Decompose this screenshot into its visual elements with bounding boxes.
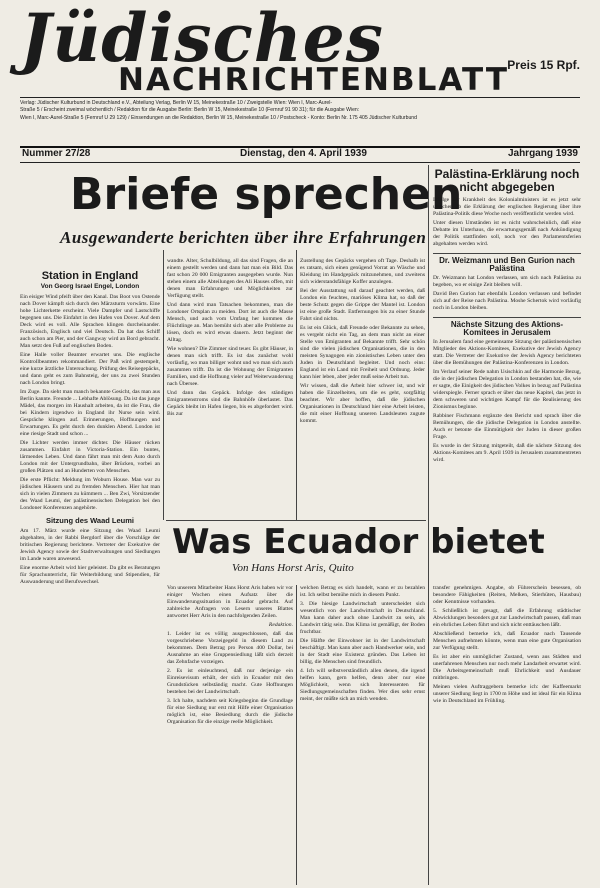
issue-number: Nummer 27/28	[22, 148, 91, 159]
news-heading: Palästina-Erklärung noch nicht abgegeben	[434, 168, 580, 194]
news-heading: Dr. Weizmann und Ben Gurion nach Palästina	[439, 256, 575, 273]
news-body: Infolge der Krankheit des Kolonialministers ist es jetzt sehr unsicher, ob die Erklärung der englischen Regierung über ihre Palästina-Politik diese Woche noch veröffentlicht werden wird. Unter diesen Umständen ist es nicht wahrscheinlich, daß eine Debatte im Unterhaus, die erwartungsgemäß nach Ankündigung der Politik stattfinden soll, noch vor den Parlamentsferien abgehalten werden wird.	[433, 197, 581, 247]
publisher-line: Verlag: Jüdischer Kulturbund in Deutschland e.V., Abteilung Verlag, Berlin W 15, Meinekestraße 10 / Zweigstelle Wien: Wien I, Marc-Aurel-	[20, 100, 333, 106]
column-rule	[163, 250, 164, 520]
main-subheadline: Ausgewanderte berichten über ihre Erfahrungen	[60, 228, 427, 247]
sidebar-news	[433, 168, 581, 506]
column-rule	[296, 585, 297, 885]
ecuador-body: welchen Betrag es sich handelt, wann er zu bezahlen ist. Ich selbst bemühe mich in diesem Punkt. 3. Die hiesige Landwirtschaft unterscheidet sich wesentlich von der Landwirtschaft in Deutschland. Man kann daher auch ohne Landwirt zu sein, als Landwirt tätig sein. Das Klima ist gemäßigt, der Boden fruchtbar. Die Hälfte der Einwohner ist in der Landwirtschaft beschäftigt. Man kann aber auch Handwerker sein, und in der Stadt eine Existenz gründen. Das Leben ist billig, die Menschen sind freundlich. 4. Ich will selbstverständlich allen denen, die irgend helfen kann, gern helfen, denn aber nur eine Möglichkeit, wenn sich Interessenten für Siedlungsgemeinschaften finden. Wer dies sehr ernst meint, der müßte sich an mich wenden.	[300, 585, 425, 702]
issue-year: Jahrgang 1939	[507, 148, 578, 159]
article-heading: Station in England	[41, 270, 139, 282]
article-divider	[166, 520, 426, 521]
news-heading: Nächste Sitzung des Aktions-Komitees in Jerusalem	[450, 320, 564, 337]
ecuador-byline: Von Hans Horst Aris, Quito	[232, 562, 354, 574]
publisher-line: Straße 5 / Erscheint zweimal wöchentlich / Redaktion für die Ausgabe Berlin: Berlin W 15, Meinekestraße 10 (Fernruf 91 90 31); für die Ausgabe Wien:	[20, 107, 360, 114]
ecuador-body: Von unserem Mitarbeiter Hans Horst Aris haben wir vor einiger Wochen einen Aufsatz über die Einwanderungssituation in Ecuador gebracht. Auf zahlreiche Anfragen von Lesern unseres Blattes antwortet Herr Aris in den nachfolgenden Zeilen. Redaktion. 1. Leider ist es völlig ausgeschlossen, daß das vorgeschriebene Vorzeigegeld in diesem Land zu bekommen. Dem Betrag pro Person 400 Dollar, bei Ausnahme an eine Gruppensiedlung läßt sich derzeit das Zehnfache vorzeigen. 2. Es ist einleuchtend, daß nur derjenige ein Einreisevisum erhält, der sich in Ecuador mit den Grundstücken selbständig macht. Gute Hoffnungen bestehen bei der Landwirtschaft. 3. Ich halte, nachdem seit Kriegsbeginn die Grundlage für eine Siedlung nur erst mit Hilfe einer Organisation möglich ist, eine Besiedlung durch die jüdische Organisation für die einzige reelle Möglichkeit.	[167, 585, 293, 725]
article-body: Ein eisiger Wind pfeift über den Kanal. Das Boot von Ostende nach Dover kämpft sich durch den Märzsturm vorwärts. Eine hohe Lichterkette erscheint. Viele Dampfer und Lastschiffe begegnen uns. Die Einfahrt in den Hafen von Dover. Auf dem Deck wird es voll. Alle Sprachen klingen durcheinander. Französisch, Englisch und viel Deutsch. Da hat das Schiff auch schon am Pier, und der Gangway wird an Bord gebracht. Man setzt den Fuß auf englischen Boden. Eine Halle voller Beamter erwartet uns. Die englische Kontrollbeamten rekommandiert. Der Paß wird gestempelt, eine kurze ärztliche Untersuchung. Prüfung des Reisegepäcks, und dann geht es zum Bahnsteig, der uns zu zwei Stunden nach London bringt. Im Zuge. Da sieht man manch bekannte Gesicht, das man aus Berlin kannte. Freunde ... Lebhafte Ablösung. Da ist das junge Mädel, das morgen im Haushalt arbeiten, da ist die Frau, die bei Kindern irgendwo in England ihr Nurse sein wird. Gespräche klingen auf. Erinnerungen, Hoffnungen und Erwartungen. Es geht durch den dunklen Abend. London ist eine riesige Stadt und schon ... Die Lichter werden immer dichter. Die Häuser rücken zusammen. Einfahrt in Victoria-Station. Ein buntes, lärmendes Leben. Und dann fährt man mit dem Auto durch London mit der Untergrundbahn, über Brücken, vorbei an großen Plätzen und an Hunderten von Menschen. Die erste Pflicht: Meldung im Woburn House. Man war zu jüdischen Häusern und zu fremden Menschen. Hier hat man sich in vielen Zimmern zu kümmern ... Ben Zwi, Vorsitzender des Waad Leumi, der palästinensischen Delegation bei den Londoner Konferenzen angehörte.	[20, 294, 160, 511]
price-label: Preis 15 Rpf.	[507, 58, 580, 72]
news-body: Dr. Weizmann hat London verlassen, um sich nach Palästina zu begeben, wo er einige Zeit bleiben will. David Ben Gurion hat ebenfalls London verlassen und befindet sich auf der Reise nach Palästina. Moshe Schertok wird vorläufig noch in London bleiben.	[433, 275, 581, 311]
issue-date: Dienstag, den 4. April 1939	[240, 148, 367, 159]
column-rule	[296, 250, 297, 520]
masthead-subtitle: NACHRICHTENBLATT	[118, 62, 509, 98]
article-byline: Von Georg Israel Engel, London	[40, 283, 140, 290]
ecuador-body: transfer genehmigen. Angabe, ob Führerschein besessen, ob besondere Fähigkeiten (Reiten, Melken, Stierhüten, Hausbau) oder Kenntnisse vorhanden. 5. Schließlich ist gesagt, daß die Erfahrung städtischer Abwicklungen besonders gut zur Landwirtschaft passen, daß man ein ehrliches Leben führt und sich nicht enttäuschen läßt. Abschließend bemerke ich, daß Ecuador nach Tausende Menschen aufnehmen könnte, wenn man eine gute Organisation zur Verfügung stellt. Es ist aber ein unmöglicher Zustand, wenn aus Städten und unerfahrenen Menschen nur noch mehr Landarbeit erwartet wird. Die Arbeitsgemeinschaft muß Ehrlichkeit und Ausdauer mitbringen. Meinen vielen Auftraggebern bemerke ich: der Kaffeemarkt unserer Siedlung liegt in 1700 m Höhe und ist ideal für ein Klima wie in Deutschland im Frühling.	[433, 585, 581, 704]
ecuador-headline: Was Ecuador bietet	[172, 522, 545, 562]
divider	[20, 97, 580, 98]
article-body: Zustellung des Gepäcks vergehen oft Tage. Deshalb ist es ratsam, sich einen genügend Vorrat an Wäsche und Kleidung im Handgepäck mitzunehmen, und zweitens sich widerstandsfähige Koffer anzulegen. Bei der Ausstattung soll darauf geachtet werden, daß London ein feuchtes, mariöses Klima hat, so daß der beste Schutz gegen die Grippe der Mantel ist. London ist eine große Stadt. Entfernungen bis zu einer Stunde Fahrt sind nichts. Es ist ein Glück, daß Freunde oder Bekannte zu sehen, es vergeht nicht ein Tag, an dem man nicht an einer Stelle von Emigranten auf Bekannte trifft. Sehr schön sind die vielen jüdischen Organisationen, die in den meisten Synagogen ein zionistisches Leben unter den Juden in Deutschland begleitet. Und noch eins: England ist ein Land mit Freiheit und Ordnung. Jeder kann hier leben, aber jeder muß seine Arbeit tun. Wir wissen, daß die Arbeit hier schwer ist, und wir haben die Einzelheiten, um die es geht, sorgfältig beachtet. Wir aber hoffen, daß die jüdischen Organisationen in Deutschland hier eine Arbeit leisten, die mit einer Hoffnung unseren Landsleuten zugute kommt.	[300, 258, 425, 424]
news-divider	[433, 253, 581, 254]
divider	[20, 162, 580, 163]
news-body: In Jerusalem fand eine gemeinsame Sitzung der palästinensischen Mitglieder des Aktions-Komitees, Exekutive der Jewish Agency statt. Die Vertreter der Exekutive der Jewish Agency berichteten über die Bemühungen der Palästina-Konferenzen in London. Im Verlauf seiner Rede nahm Usischkin auf die Harmonie Bezug, die in der jüdischen Delegation in London bestanden hat, die, wie er sagte, die Einigkeit des jüdischen Volkes in bezug auf Palästina widerspiegle. Ferner sprach er über das neue Kapitel, das jetzt in dem schweren und wichtigen Kampf für die Realisierung des Zionismus beginne. Rabbiner Fischmann ergänzte den Bericht und sprach über die Bemühungen, die die jüdische Delegation in London anstellte. Auch er betonte die Einmütigkeit der Juden in dieser großen Frage. Es wurde in der Sitzung mitgeteilt, daß die nächste Sitzung des Aktions-Komitees am 9. April 1939 in Jerusalem zusammentreten wird.	[433, 339, 581, 463]
publisher-info	[20, 100, 580, 122]
article-body: wandte. Alter, Schulbildung, all das sind Fragen, die an einem gestellt werden und dann hat man ein Bild. Das fast schon 20 000 Emigranten ausgegeben wurde. Nun stehen einem alle Abteilungen des Ali Hauses offen, mit denen man Erfahrungen und Möglichkeiten zur Verfügung stellt. Und dann wird man Tatsachen bekommen, man die Londoner Ortsplan zu meiden. Dort ist auch die Masse Mensch, und auch vom Umfang her kommen die Flüchtlinge an. Man bemüht sich aber alle Probleme zu lösen, doch es wird etwas dauern. Jetzt beginnt der Alltag. Wie wohnen? Die Zimmer sind teuer. Es gibt Häuser, in denen man sich trifft. Es ist das zunächst wohl vorläufig, wo man billiger wohnt und wo man sich auch zusammen trifft. Da ist die Wohnung der Emigranten Familien, und die Hoffnung vieler auf Weiterwanderung nach Übersee. Und dann das Gepäck. Infolge des ständigen Emigrantenstroms sind die Bahnhöfe überlastet. Das Gepäck bleibt im Hafen liegen, bis es abgefordert wird. Bis zur	[167, 258, 293, 417]
main-headline: Briefe sprechen	[70, 169, 463, 220]
news-divider	[433, 317, 581, 318]
article-body: Am 17. März wurde eine Sitzung des Waad Leumi abgehalten, in der Rabbi Bergdorf über die Vorschläge der britischen Regierung berichtete. Vertreter der Exekutive der Jewish Agency sowie der Stadtverwaltungen und Siedlungen im Lande waren anwesend. Eine enorme Arbeit wird hier geleistet. Da gibt es Beratungen für Sprachunterricht, für Weiterbildung und Stipendien, für Auswanderung und Berufswechsel.	[20, 528, 160, 585]
article-station-england	[20, 270, 160, 885]
masthead-title: Jüdisches	[20, 0, 384, 77]
publisher-line: Wien I, Marc-Aurel-Straße 5 (Fernruf U 29 129) / Einsendungen an die Redaktion, Berlin W 15, Meinekestraße 10 / Postscheck - Konto: Berlin Nr. 175 405 Jüdischer Kulturbund	[20, 114, 417, 121]
article-heading: Sitzung des Waad Leumi	[45, 516, 135, 525]
